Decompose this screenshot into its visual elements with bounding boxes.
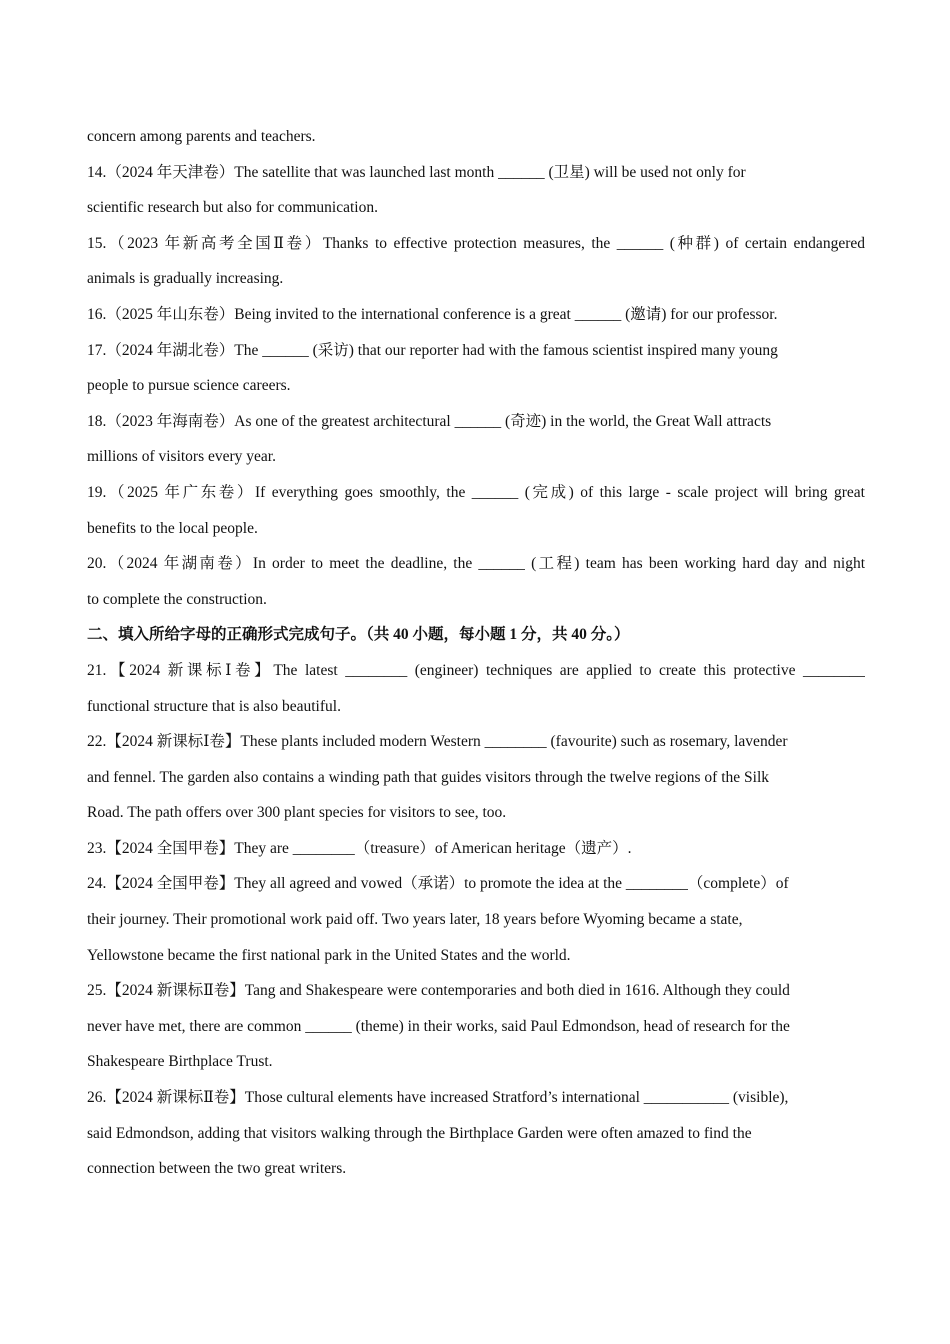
question-25-line-3: Shakespeare Birthplace Trust. xyxy=(87,1053,273,1071)
question-22-line-2: and fennel. The garden also contains a winding path that guides visitors through the twelve regions of the Silk xyxy=(87,768,769,786)
question-26-line-3: connection between the two great writers. xyxy=(87,1160,347,1178)
question-24-line-3: Yellowstone became the first national park in the United States and the world. xyxy=(87,946,571,964)
question-24-line-1: 24.【2024 全国甲卷】They all agreed and vowed（承诺）to promote the idea at the ________（complete）of xyxy=(87,875,789,893)
question-26-line-1: 26.【2024 新课标Ⅱ卷】Those cultural elements have increased Stratford’s international ___________ (visible), xyxy=(87,1089,789,1107)
question-21-line-1: 21.【2024 新课标Ⅰ卷】The latest ________ (engineer) techniques are applied to create this protective ________ xyxy=(87,661,865,679)
question-18-line-1: 18.（2023 年海南卷）As one of the greatest architectural ______ (奇迹) in the world, the Great Wall attracts xyxy=(87,412,772,430)
question-25-line-1: 25.【2024 新课标Ⅱ卷】Tang and Shakespeare were contemporaries and both died in 1616. Although they could xyxy=(87,982,790,1000)
question-19-line-2: benefits to the local people. xyxy=(87,519,258,537)
section-heading: 二、填入所给字母的正确形式完成句子。（共 40 小题，每小题 1 分，共 40 分。） xyxy=(87,626,630,644)
question-15-line-1: 15.（2023 年新高考全国Ⅱ卷）Thanks to effective protection measures, the ______ (种群) of certain endangered xyxy=(87,234,865,252)
text-line: concern among parents and teachers. xyxy=(87,128,316,145)
question-14-line-2: scientific research but also for communication. xyxy=(87,199,378,217)
question-22-line-3: Road. The path offers over 300 plant species for visitors to see, too. xyxy=(87,804,507,822)
question-16-line-1: 16.（2025 年山东卷）Being invited to the international conference is a great ______ (邀请) for our professor. xyxy=(87,305,778,323)
question-24-line-2: their journey. Their promotional work paid off. Two years later, 18 years before Wyoming became a state, xyxy=(87,911,743,929)
question-20-line-2: to complete the construction. xyxy=(87,590,267,608)
question-20-line-1: 20.（2024 年湖南卷）In order to meet the deadline, the ______ (工程) team has been working hard day and night xyxy=(87,555,865,573)
question-22-line-1: 22.【2024 新课标Ⅰ卷】These plants included modern Western ________ (favourite) such as rosemary, lavender xyxy=(87,733,788,751)
question-15-line-2: animals is gradually increasing. xyxy=(87,270,284,288)
document-body xyxy=(87,124,865,1192)
question-14-line-1: 14.（2024 年天津卷）The satellite that was launched last month ______ (卫星) will be used not only for xyxy=(87,163,746,181)
question-17-line-1: 17.（2024 年湖北卷）The ______ (采访) that our reporter had with the famous scientist inspired many young xyxy=(87,341,778,359)
question-18-line-2: millions of visitors every year. xyxy=(87,448,276,466)
question-23-line-1: 23.【2024 全国甲卷】They are ________（treasure）of American heritage（遗产）. xyxy=(87,839,632,857)
question-17-line-2: people to pursue science careers. xyxy=(87,377,291,395)
question-19-line-1: 19.（2025 年广东卷）If everything goes smoothly, the ______ (完成) of this large - scale project will bring great xyxy=(87,483,865,501)
question-26-line-2: said Edmondson, adding that visitors walking through the Birthplace Garden were often amazed to find the xyxy=(87,1124,752,1142)
question-21-line-2: functional structure that is also beautiful. xyxy=(87,697,341,715)
question-25-line-2: never have met, there are common ______ (theme) in their works, said Paul Edmondson, head of research for the xyxy=(87,1017,790,1035)
